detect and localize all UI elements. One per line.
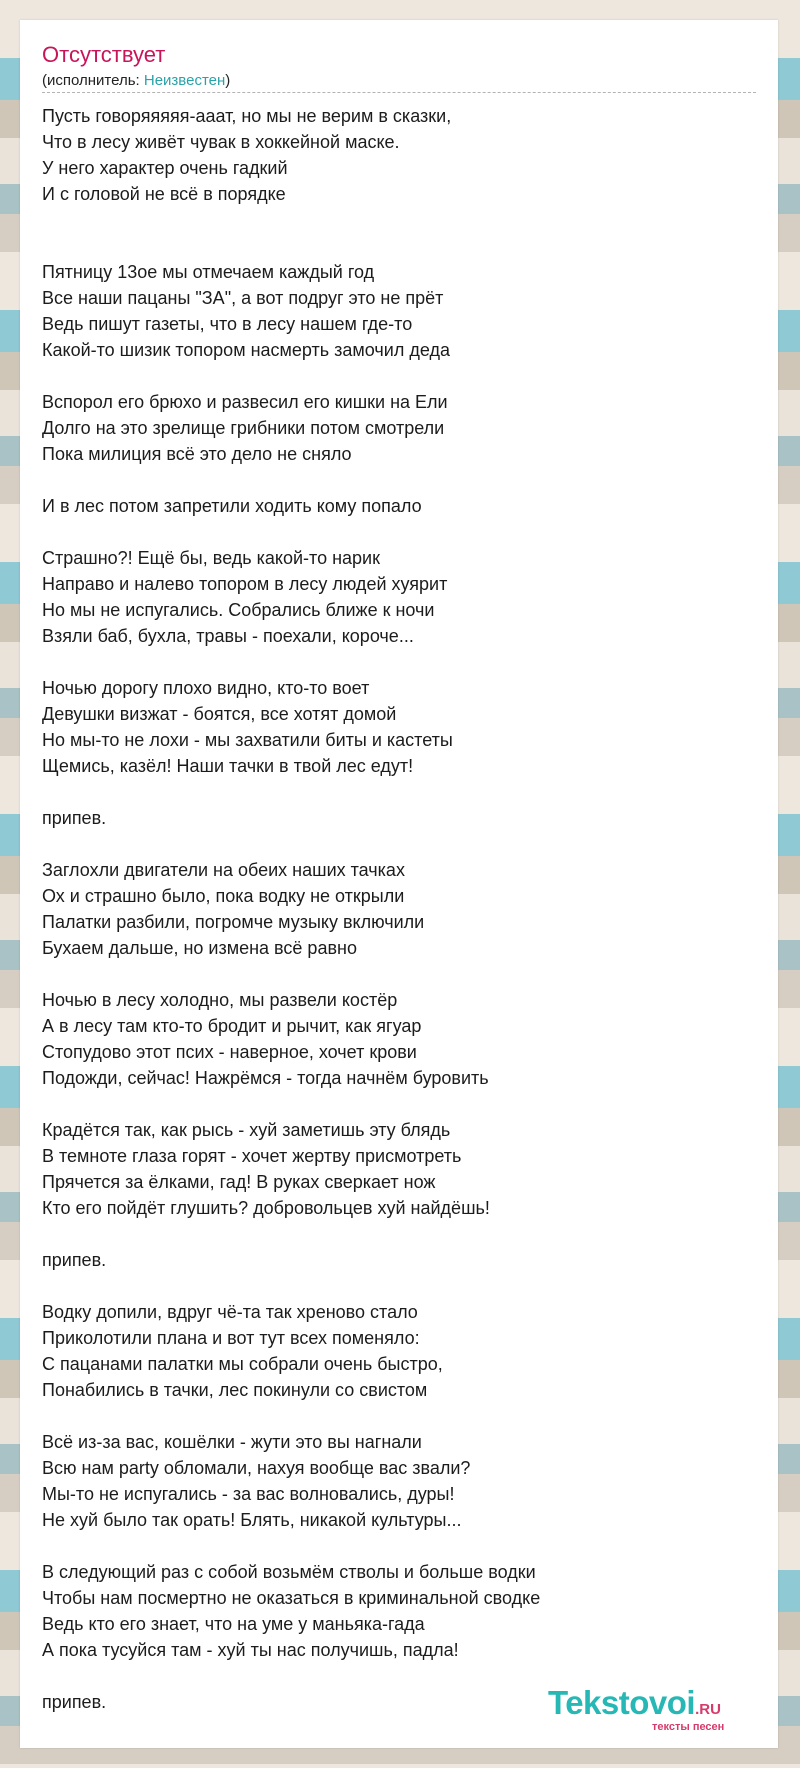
logo-tagline: тексты песен <box>652 1721 725 1733</box>
song-title: Отсутствует <box>42 42 166 67</box>
artist-line <box>42 72 230 89</box>
divider <box>42 92 756 93</box>
site-logo <box>548 1684 725 1733</box>
logo-tld: .RU <box>695 1701 721 1718</box>
artist-link[interactable]: Неизвестен <box>143 72 226 89</box>
artist-prefix: (исполнитель: <box>42 72 144 89</box>
artist-suffix: ) <box>225 72 231 89</box>
lyrics-text: Пусть говоряяяяя-ааат, но мы не верим в сказки, Что в лесу живёт чувак в хоккейной маске. У него характер очень гадкий И с головой не всё в порядке Пятницу 13ое мы отмечаем каждый год Все наши пацаны "ЗА", а вот подруг это не прёт Ведь пишут газеты, что в лесу нашем где-то Какой-то шизик топором насмерть замочил деда Вспорол его брюхо и развесил его кишки на Ели Долго на это зрелище грибники потом смотрели Пока милиция всё это дело не сняло И в лес потом запретили ходить кому попало Страшно?! Ещё бы, ведь какой-то нарик Направо и налево топором в лесу людей хуярит Но мы не испугались. Собрались ближе к ночи Взяли баб, бухла, травы - поехали, короче... Ночью дорогу плохо видно, кто-то воет Девушки визжат - боятся, все хотят домой Но мы-то не лохи - мы захватили биты и кастеты Щемись, казёл! Наши тачки в твой лес едут! припев. Заглохли двигатели на обеих наших тачках Ох и страшно было, пока водку не открыли Палатки разбили, погромче музыку включили Бухаем дальше, но измена всё равно Ночью в лесу холодно, мы развели костёр А в лесу там кто-то бродит и рычит, как ягуар Стопудово этот псих - наверное, хочет крови Подожди, сейчас! Нажрёмся - тогда начнём буровить Крадётся так, как рысь - хуй заметишь эту блядь В темноте глаза горят - хочет жертву присмотреть Прячется за ёлками, гад! В руках сверкает нож Кто его пойдёт глушить? добровольцев хуй найдёшь! припев. Водку допили, вдруг чё-та так хреново стало Приколотили плана и вот тут всех поменяло: С пацанами палатки мы собрали очень быстро, Понабились в тачки, лес покинули со свистом Всё из-за вас, кошёлки - жути это вы нагнали Всю нам party обломали, нахуя вообще вас звали? Мы-то не испугались - за вас волновались, дуры! Не хуй было так орать! Блять, никакой культуры... В следующий раз с собой возьмём стволы и больше водки Чтобы нам посмертно не оказаться в криминальной сводке Ведь кто его знает, что на уме у маньяка-гада А пока тусуйся там - хуй ты нас получишь, падла! припев. <box>42 106 541 1712</box>
logo-name: Tekstovoi <box>548 1684 696 1721</box>
lyrics-card <box>20 20 778 1748</box>
